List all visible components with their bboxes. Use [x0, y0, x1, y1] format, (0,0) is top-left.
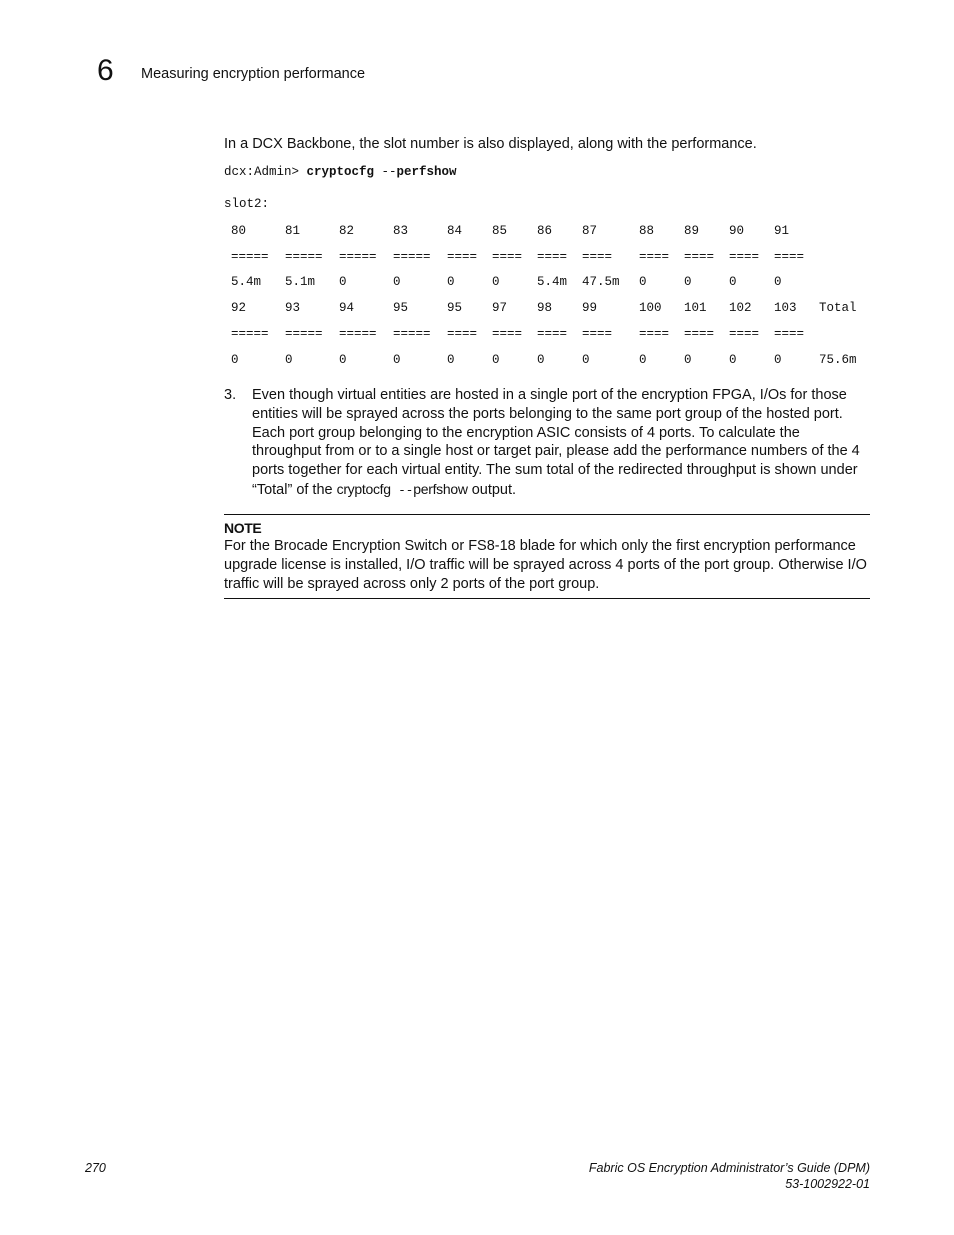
perf-cell: 88 [639, 223, 655, 238]
perf-cell: 92 [231, 301, 247, 316]
perf-row [231, 218, 869, 244]
perf-cell: 97 [492, 301, 508, 316]
perf-cell [819, 270, 869, 296]
perf-cell: 100 [639, 301, 662, 316]
perf-cell: ==== [639, 249, 670, 264]
footer-page-number: 270 [85, 1161, 106, 1175]
perf-cell: 0 [684, 275, 692, 290]
perf-cell: 0 [447, 275, 455, 290]
step-text-after: output. [467, 481, 517, 498]
perf-cell: 95 [447, 301, 463, 316]
perf-cell: 101 [684, 301, 707, 316]
footer-doc-number: 53-1002922-01 [785, 1176, 870, 1191]
perf-cell: 0 [393, 275, 401, 290]
perf-cell: 81 [285, 223, 301, 238]
perf-cell: ===== [339, 249, 377, 264]
perf-cell: 95 [393, 301, 409, 316]
perf-cell: 5.4m [537, 275, 568, 290]
perf-cell: ==== [729, 249, 760, 264]
perf-row [231, 295, 869, 321]
chapter-title: Measuring encryption performance [141, 66, 366, 82]
perf-cell: 0 [582, 352, 590, 367]
perf-cell: ===== [339, 327, 377, 342]
command-option: perfshow [396, 165, 457, 179]
footer-doc-title: Fabric OS Encryption Administrator’s Guide (DPM) [588, 1161, 870, 1175]
perf-cell: 0 [492, 275, 500, 290]
perf-cell: 75.6m [819, 352, 857, 367]
perf-cell: 47.5m [582, 275, 620, 290]
perf-cell: ===== [231, 249, 269, 264]
perf-cell [819, 321, 869, 347]
step-text [252, 386, 870, 501]
note-heading: NOTE [224, 520, 262, 536]
step-inline-dashes: -- [390, 483, 414, 498]
perf-cell: ===== [393, 249, 431, 264]
perf-cell: 0 [393, 352, 401, 367]
perf-cell: 86 [537, 223, 553, 238]
perf-cell: 0 [729, 275, 737, 290]
command-dashes: -- [374, 165, 397, 179]
perf-output-table [231, 218, 869, 373]
perf-cell: ==== [582, 249, 613, 264]
step-number: 3. [224, 387, 237, 403]
perf-row [231, 270, 869, 296]
perf-cell: ==== [582, 327, 613, 342]
perf-cell: 5.4m [231, 275, 262, 290]
perf-cell: ==== [447, 327, 478, 342]
perf-cell [819, 218, 869, 244]
perf-row [231, 244, 869, 270]
perf-cell: Total [819, 301, 857, 316]
perf-cell: 0 [285, 352, 293, 367]
perf-cell: ==== [492, 249, 523, 264]
perf-cell: 5.1m [285, 275, 316, 290]
perf-cell: 83 [393, 223, 409, 238]
perf-cell: 91 [774, 223, 790, 238]
perf-row [231, 321, 869, 347]
perf-cell: 0 [774, 352, 782, 367]
perf-cell: ==== [774, 327, 805, 342]
perf-cell: ==== [492, 327, 523, 342]
perf-cell: 0 [639, 352, 647, 367]
perf-cell: ===== [231, 327, 269, 342]
chapter-number: 6 [97, 54, 114, 87]
perf-row [231, 347, 869, 373]
slot-label: slot2: [224, 197, 270, 211]
perf-cell: 98 [537, 301, 553, 316]
perf-cell [819, 244, 869, 270]
note-text: For the Brocade Encryption Switch or FS8-18 blade for which only the first encryption performance upgrade license is installed, I/O traffic will be sprayed across 4 ports of the port group. Otherwise I/O traffic will be sprayed across only 2 ports of the port group. [224, 538, 867, 592]
step-inline-command: cryptocfg [336, 480, 391, 497]
perf-cell: 87 [582, 223, 598, 238]
perf-cell: ==== [684, 249, 715, 264]
perf-cell: ==== [639, 327, 670, 342]
perf-cell: 85 [492, 223, 508, 238]
perf-cell: 0 [231, 352, 239, 367]
note-box [224, 514, 870, 599]
perf-cell: 84 [447, 223, 463, 238]
perf-cell: 0 [639, 275, 647, 290]
perf-cell: 0 [339, 275, 347, 290]
perf-cell: 0 [339, 352, 347, 367]
perf-cell: 82 [339, 223, 355, 238]
perf-cell: 0 [492, 352, 500, 367]
perf-cell: ==== [447, 249, 478, 264]
perf-cell: 0 [729, 352, 737, 367]
perf-cell: ==== [537, 249, 568, 264]
command-name: cryptocfg [306, 165, 375, 179]
perf-cell: 103 [774, 301, 797, 316]
perf-cell: ==== [537, 327, 568, 342]
perf-cell: 80 [231, 223, 247, 238]
perf-cell: ==== [729, 327, 760, 342]
perf-output-body [231, 218, 869, 373]
perf-cell: 0 [774, 275, 782, 290]
step-text-before: Even though virtual entities are hosted in a single port of the encryption FPGA, I/Os for those entities will be sprayed across the ports belonging to the same port group of the hosted port. Each port group belonging to the encryption ASIC consists of 4 ports. To calculate the throughput from or to a single host or target pair, please add the performance numbers of the 4 ports together for each virtual entity. The sum total of the redirected throughput is shown under “Total” of the [252, 387, 860, 498]
perf-cell: 102 [729, 301, 752, 316]
command-prompt: dcx:Admin> [224, 165, 307, 179]
perf-cell: 0 [537, 352, 545, 367]
perf-cell: ==== [774, 249, 805, 264]
perf-cell: ===== [393, 327, 431, 342]
perf-cell: 89 [684, 223, 700, 238]
perf-cell: 0 [684, 352, 692, 367]
command-line [224, 164, 457, 180]
perf-cell: 93 [285, 301, 301, 316]
perf-cell: 90 [729, 223, 745, 238]
intro-paragraph: In a DCX Backbone, the slot number is also displayed, along with the performance. [224, 136, 757, 152]
perf-cell: 0 [447, 352, 455, 367]
perf-cell: 94 [339, 301, 355, 316]
perf-cell: ===== [285, 249, 323, 264]
footer-doc-info [589, 1161, 870, 1192]
perf-cell: ==== [684, 327, 715, 342]
perf-cell: 99 [582, 301, 598, 316]
step-inline-option: perfshow [413, 480, 468, 497]
perf-cell: ===== [285, 327, 323, 342]
